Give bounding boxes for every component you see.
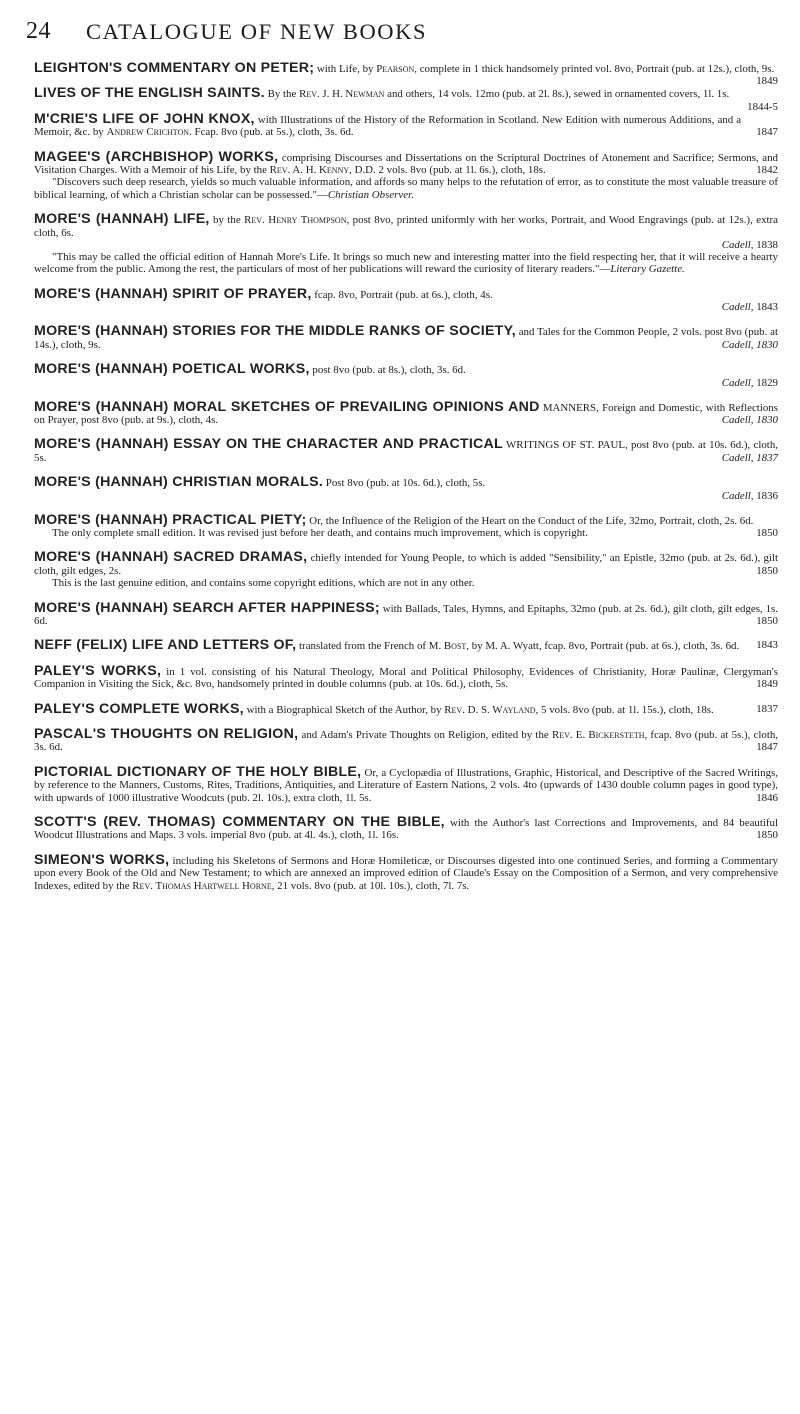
entry-heading: PICTORIAL DICTIONARY OF THE HOLY BIBLE,	[34, 763, 362, 780]
entry-description: comprising Discourses and Dissertations on the Scriptural Doctrines of Atonement and Sacrifice; Sermons, and Visitation Charges. With a Memoir of his Life, by the	[34, 151, 778, 177]
entry-year: 1837	[756, 702, 778, 715]
catalogue-entry	[34, 85, 778, 113]
entry-year: 1830	[756, 338, 778, 351]
entry-heading: SCOTT'S (REV. THOMAS) COMMENTARY ON THE BIBLE,	[34, 814, 445, 831]
entry-description: Or, a Cyclopædia of Illustrations, Graphic, Historical, and Descriptive of the Sacred Writings, by reference to the Manners, Customs, Rites, Traditions, Antiquities, and Literature of Eastern Nations, 2 vols. 4to (upwards of 1430 double column pages in good type), with upwards of 1000 illustrative Woodcuts (pub. 2l. 10s.), extra cloth, 1l. 5s.	[34, 766, 778, 804]
catalogue-entry	[34, 599, 778, 628]
entry-description-cont: , fcap. 8vo (pub. at 5s.), cloth, 3s. 6d.	[34, 729, 779, 754]
catalogue-entry	[34, 213, 778, 276]
entry-heading: MORE'S (HANNAH) SACRED DRAMAS,	[34, 549, 308, 566]
entry-heading: MORE'S (HANNAH) SEARCH AFTER HAPPINESS;	[34, 599, 380, 616]
catalogue-entry	[34, 285, 778, 314]
entry-heading: MAGEE'S (ARCHBISHOP) WORKS,	[34, 148, 279, 165]
quote-text: "This may be called the official edition of Hannah More's Life. It brings so much new and interesting matter into the field respecting her, that it will receive a hearty welcome from the public. Among the rest, the particulars of most of her publications will reward the curiosity of literary readers."—	[34, 251, 778, 276]
entry-description-cont: , by M. A. Wyatt, fcap. 8vo, Portrait (pub. at 6s.), cloth, 3s. 6d.	[466, 640, 740, 653]
entry-author: Rev. E. Bickersteth	[551, 729, 645, 741]
catalogue-entry	[34, 363, 778, 388]
entry-publisher: Cadell	[721, 301, 751, 314]
entry-description: post 8vo (pub. at 8s.), cloth, 3s. 6d.	[309, 364, 466, 377]
entry-year: 1850	[756, 829, 778, 842]
entry-heading: PALEY'S COMPLETE WORKS,	[34, 700, 244, 717]
entry-description: Or, the Influence of the Religion of the Heart on the Conduct of the Life, 32mo, Portrait, cloth, 2s. 6d.	[306, 514, 754, 527]
entry-description-cont: . Fcap. 8vo (pub. at 5s.), cloth, 3s. 6d.	[189, 126, 354, 139]
entry-imprint: Cadell, 1843	[721, 301, 778, 314]
entry-year: 1849	[756, 678, 778, 691]
entry-year: 1849	[756, 75, 778, 88]
entry-heading: MORE'S (HANNAH) SPIRIT OF PRAYER,	[34, 285, 312, 302]
entry-imprint: Cadell, 1830	[721, 413, 778, 426]
catalogue-entry	[34, 851, 778, 892]
entry-heading: SIMEON'S WORKS,	[34, 851, 170, 868]
catalogue-entry	[34, 148, 778, 202]
entry-year: 1836	[756, 489, 778, 502]
entry-note: This is the last genuine edition, and contains some copyright editions, which are not in any other.	[52, 577, 475, 590]
entry-heading: PALEY'S WORKS,	[34, 662, 162, 679]
entry-description: including his Skeletons of Sermons and Horæ Homileticæ, or Discourses digested into one continued Series, and forming a Commentary upon every Book of the Old and New Testament; to which are annexed an improved edition of Claude's Essay on the Composition of a Sermon, and very comprehensive Indexes, edited by the	[34, 854, 778, 892]
entry-publisher: Cadell	[721, 239, 751, 252]
quote-text: "Discovers such deep research, yields so much valuable information, and affords so many helps to the refutation of error, as to constitute the most valuable treasure of biblical learning, of which a Christian scholar can be possessed."—	[34, 176, 778, 201]
entry-year: 1847	[756, 741, 778, 754]
catalogue-entry	[34, 662, 778, 691]
entry-year: 1829	[756, 376, 778, 389]
entry-author: Bost	[443, 640, 467, 653]
entry-description: By the	[264, 88, 300, 101]
entry-author: Rev. Henry Thompson	[244, 214, 347, 227]
entry-year: 1838	[756, 239, 778, 252]
entry-review-quote	[34, 251, 778, 276]
entry-description: translated from the French of M.	[296, 640, 444, 653]
entry-imprint: Cadell, 1836	[721, 489, 778, 502]
entry-imprint: Cadell, 1829	[721, 376, 778, 389]
catalogue-entry	[34, 438, 778, 464]
entry-year: 1850	[756, 564, 778, 577]
entry-description: WRITINGS OF ST. PAUL, post 8vo (pub. at 10s. 6d.), cloth, 5s.	[34, 439, 778, 464]
catalogue-entry	[34, 325, 778, 351]
entry-imprint: Cadell, 1838	[721, 239, 778, 252]
entry-description-cont: , post 8vo, printed uniformly with her works, Portrait, and Wood Engravings (pub. at 12s.), extra cloth, 6s.	[34, 214, 778, 239]
entry-year: 1850	[756, 614, 778, 627]
entry-heading: MORE'S (HANNAH) POETICAL WORKS,	[34, 361, 310, 378]
entry-year: 1837	[756, 451, 778, 464]
entry-heading: MORE'S (HANNAH) PRACTICAL PIETY;	[34, 511, 307, 528]
catalogue-entry	[34, 763, 778, 804]
entry-description: in 1 vol. consisting of his Natural Theology, Moral and Political Philosophy, Evidences of Christianity, Horæ Paulinæ, Clergyman's Companion in Visiting the Sick, &c. 8vo, handsomely printed in double columns (pub. at 10s. 6d.), cloth, 5s.	[34, 665, 778, 691]
entry-heading: LEIGHTON'S COMMENTARY ON PETER;	[34, 60, 315, 76]
quote-source: Christian Observer.	[327, 188, 414, 201]
entry-heading: MORE'S (HANNAH) CHRISTIAN MORALS.	[34, 474, 324, 491]
entry-heading: MORE'S (HANNAH) ESSAY ON THE CHARACTER AND PRACTICAL	[34, 436, 503, 453]
catalogue-entry	[34, 511, 778, 540]
catalogue-entry	[34, 700, 778, 717]
entry-note: The only complete small edition. It was revised just before her death, and contains much improvement, which is copyright.	[52, 526, 588, 539]
entry-heading: MORE'S (HANNAH) STORIES FOR THE MIDDLE RANKS OF SOCIETY,	[34, 323, 516, 340]
entry-description: and Tales for the Common People, 2 vols. post 8vo (pub. at 14s.), cloth, 9s.	[34, 326, 778, 351]
entry-year: 1846	[756, 791, 778, 804]
entry-publisher: Cadell	[721, 451, 751, 464]
entry-year: 1843	[756, 301, 778, 314]
catalogue-entry	[34, 728, 778, 754]
entry-review-quote	[34, 176, 778, 201]
entry-publisher: Cadell	[721, 413, 751, 426]
entry-heading: LIVES OF THE ENGLISH SAINTS.	[34, 85, 265, 102]
entry-year: 1830	[756, 413, 778, 426]
entry-year: 1844-5	[747, 100, 778, 113]
entry-description: with a Biographical Sketch of the Author, by	[243, 703, 445, 716]
entry-author: Rev. Thomas Hartwell Horne	[132, 879, 272, 892]
entry-imprint: Cadell, 1830	[721, 338, 778, 351]
entry-heading: NEFF (FELIX) LIFE AND LETTERS OF,	[34, 637, 297, 654]
entry-author: Rev. J. H. Newman	[299, 88, 385, 101]
entry-description: with Illustrations of the History of the Reformation in Scotland. New Edition with numerous Additions, and a Memoir, &c. by	[34, 113, 742, 139]
catalogue-entry	[34, 398, 778, 427]
entry-description-cont: , complete in 1 thick handsomely printed vol. 8vo, Portrait (pub. at 12s.), cloth, 9s.	[414, 63, 775, 75]
entry-author: Andrew Crichton	[106, 126, 190, 139]
catalogue-entry	[34, 551, 778, 589]
entry-author: Rev. D. S. Wayland	[444, 703, 536, 716]
entry-description-cont: and others, 14 vols. 12mo (pub. at 2l. 8s.), sewed in ornamented covers, 1l. 1s.	[384, 88, 730, 101]
catalogue-entry	[34, 110, 778, 139]
entry-description-cont: , 5 vols. 8vo (pub. at 1l. 15s.), cloth, 18s.	[535, 703, 714, 716]
entry-description: and Adam's Private Thoughts on Religion, edited by the	[298, 729, 552, 741]
entry-description: chiefly intended for Young People, to which is added "Sensibility," an Epistle, 32mo (pub. at 2s. 6d.), gilt cloth, gilt edges, 2s.	[34, 552, 778, 577]
entry-description-cont: 2 vols. 8vo (pub. at 1l. 6s.), cloth, 18s.	[375, 164, 546, 177]
entry-description: with the Author's last Corrections and Improvements, and 84 beautiful Woodcut Illustrations and Maps. 3 vols. imperial 8vo (pub. at 4l. 4s.), cloth, 1l. 16s.	[34, 817, 778, 842]
entry-year: 1847	[756, 126, 778, 139]
entry-heading: MORE'S (HANNAH) LIFE,	[34, 211, 210, 228]
entry-heading: M'CRIE'S LIFE OF JOHN KNOX,	[34, 110, 255, 127]
catalogue-entry	[34, 639, 778, 652]
entry-description: by the	[209, 214, 245, 227]
entry-description: MANNERS, Foreign and Domestic, with Reflections on Prayer, post 8vo (pub. at 9s.), cloth, 4s.	[34, 401, 778, 426]
entry-heading: PASCAL'S THOUGHTS ON RELIGION,	[34, 726, 299, 742]
entry-author: Rev. A. H. Kenny, D.D.	[269, 164, 376, 177]
entry-description-cont: , 21 vols. 8vo (pub. at 10l. 10s.), cloth, 7l. 7s.	[271, 879, 470, 892]
page-number: 24	[26, 18, 51, 44]
page-title: CATALOGUE OF NEW BOOKS	[86, 19, 428, 44]
entry-imprint: Cadell, 1837	[721, 451, 778, 464]
catalogue-entry	[34, 816, 778, 842]
entry-year: 1850	[756, 526, 778, 539]
entry-heading: MORE'S (HANNAH) MORAL SKETCHES OF PREVAILING OPINIONS AND	[34, 398, 540, 415]
entry-year: 1843	[756, 639, 778, 652]
entry-publisher: Cadell	[721, 489, 751, 502]
page-header	[24, 18, 776, 48]
quote-source: Literary Gazette.	[610, 263, 685, 276]
catalogue-entry	[34, 476, 778, 501]
catalogue-entry	[34, 60, 778, 88]
entry-year: 1842	[756, 164, 778, 177]
entry-publisher: Cadell	[721, 338, 751, 351]
entry-publisher: Cadell	[721, 376, 751, 389]
catalogue-entries	[34, 62, 778, 904]
entry-description: Post 8vo (pub. at 10s. 6d.), cloth, 5s.	[323, 477, 486, 490]
entry-description: with Ballads, Tales, Hymns, and Epitaphs, 32mo (pub. at 2s. 6d.), gilt cloth, gilt edges, 1s. 6d.	[34, 602, 778, 627]
entry-description: fcap. 8vo, Portrait (pub. at 6s.), cloth, 4s.	[311, 288, 493, 301]
entry-author: Pearson	[376, 63, 415, 75]
entry-description: with Life, by	[314, 63, 377, 75]
